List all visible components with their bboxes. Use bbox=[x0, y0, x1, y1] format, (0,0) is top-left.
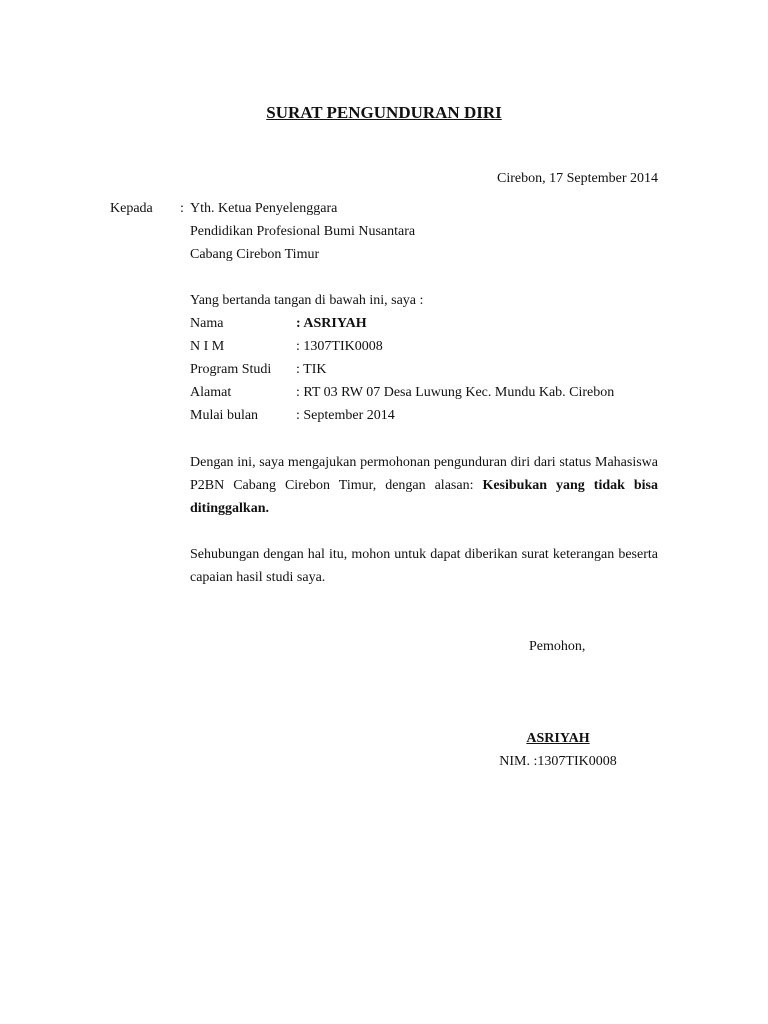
field-label-alamat: Alamat bbox=[190, 385, 232, 400]
field-value-nama: : ASRIYAH bbox=[296, 316, 367, 331]
field-value-program-studi: : TIK bbox=[296, 362, 327, 377]
reason-text: Kesibukan yang tidak bisa ditinggalkan. bbox=[190, 478, 659, 516]
signer-name: ASRIYAH bbox=[526, 731, 590, 746]
recipient-line: Pendidikan Profesional Bumi Nusantara bbox=[190, 224, 416, 239]
intro-text: Yang bertanda tangan di bawah ini, saya : bbox=[190, 293, 424, 308]
recipient-colon: : bbox=[180, 201, 184, 216]
letter-title: SURAT PENGUNDURAN DIRI bbox=[266, 103, 502, 122]
recipient-line: Yth. Ketua Penyelenggara bbox=[190, 201, 338, 216]
reason-paragraph-text: Dengan ini, saya mengajukan permohonan pengunduran diri dari status Mahasiswa P2BN Cabang Cirebon Timur, dengan alasan: bbox=[190, 455, 658, 493]
closing-text: Pemohon, bbox=[529, 639, 586, 654]
field-label-nama: Nama bbox=[190, 316, 224, 331]
request-paragraph: Sehubungan dengan hal itu, mohon untuk dapat diberikan surat keterangan beserta capaian hasil studi saya. bbox=[190, 547, 658, 585]
field-label-nim: N I M bbox=[190, 339, 225, 354]
field-value-nim: : 1307TIK0008 bbox=[296, 339, 383, 354]
recipient-label: Kepada bbox=[110, 201, 153, 216]
recipient-line: Cabang Cirebon Timur bbox=[190, 247, 320, 262]
reason-paragraph bbox=[190, 451, 658, 520]
field-value-mulai-bulan: : September 2014 bbox=[296, 408, 395, 423]
signer-nim: NIM. :1307TIK0008 bbox=[499, 754, 617, 769]
letter-date: Cirebon, 17 September 2014 bbox=[497, 171, 658, 186]
field-label-program-studi: Program Studi bbox=[190, 362, 272, 377]
field-value-alamat: : RT 03 RW 07 Desa Luwung Kec. Mundu Kab. Cirebon bbox=[296, 385, 615, 400]
field-label-mulai-bulan: Mulai bulan bbox=[190, 408, 259, 423]
